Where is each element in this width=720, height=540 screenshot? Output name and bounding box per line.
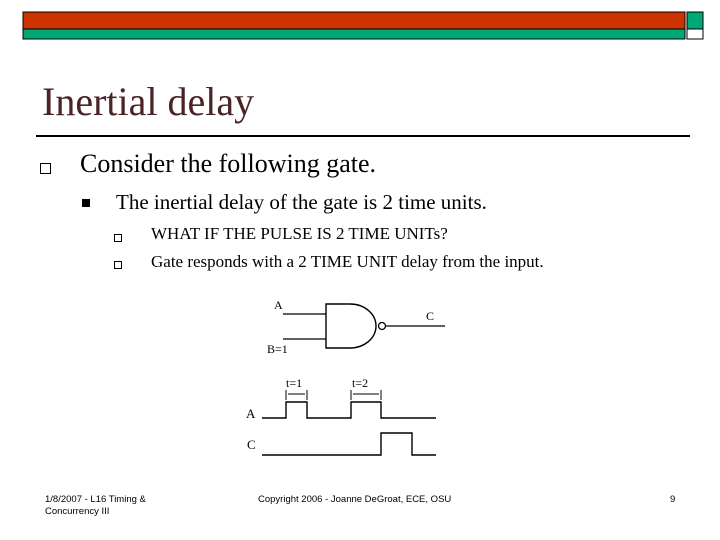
header-red-bar — [23, 12, 685, 29]
nand-inversion-bubble — [379, 323, 386, 330]
waveform-c — [262, 433, 436, 455]
timing-label-t1: t=1 — [286, 376, 303, 390]
gate-label-c: C — [426, 309, 435, 323]
waveform-a — [262, 402, 436, 418]
gate-label-b: B=1 — [267, 342, 288, 356]
header-green-bar — [23, 29, 685, 39]
bullet-level3-text-2: Gate responds with a 2 TIME UNIT delay from the input. — [151, 252, 544, 271]
nand-gate-body — [326, 304, 376, 348]
bullet-level1-text: Consider the following gate. — [80, 149, 377, 178]
gate-label-a: A — [274, 298, 283, 312]
footer-page-number: 9 — [670, 494, 676, 505]
bullet-level2-text: The inertial delay of the gate is 2 time units. — [116, 190, 487, 214]
footer-date-line1: 1/8/2007 - L16 Timing & — [45, 494, 146, 505]
title-divider — [36, 135, 690, 137]
timing-label-c: C — [247, 437, 256, 452]
small-hollow-square-bullet-icon — [114, 234, 122, 242]
header-decoration — [0, 0, 720, 45]
filled-square-bullet-icon — [82, 199, 90, 207]
header-corner-green-box — [687, 12, 703, 29]
footer-copyright: Copyright 2006 - Joanne DeGroat, ECE, OSU — [258, 494, 452, 505]
header-corner-box — [687, 29, 703, 39]
timing-label-a: A — [246, 406, 256, 421]
timing-diagram — [240, 370, 450, 460]
footer-date-line2: Concurrency III — [45, 506, 110, 517]
timing-label-t2: t=2 — [352, 376, 369, 390]
bullet-level3-text-1: WHAT IF THE PULSE IS 2 TIME UNITs? — [151, 224, 448, 243]
nand-gate-diagram — [240, 290, 460, 360]
slide-title: Inertial delay — [42, 79, 255, 124]
small-hollow-square-bullet-icon — [114, 261, 122, 269]
hollow-square-bullet-icon — [40, 163, 51, 174]
footer-date — [45, 494, 146, 518]
